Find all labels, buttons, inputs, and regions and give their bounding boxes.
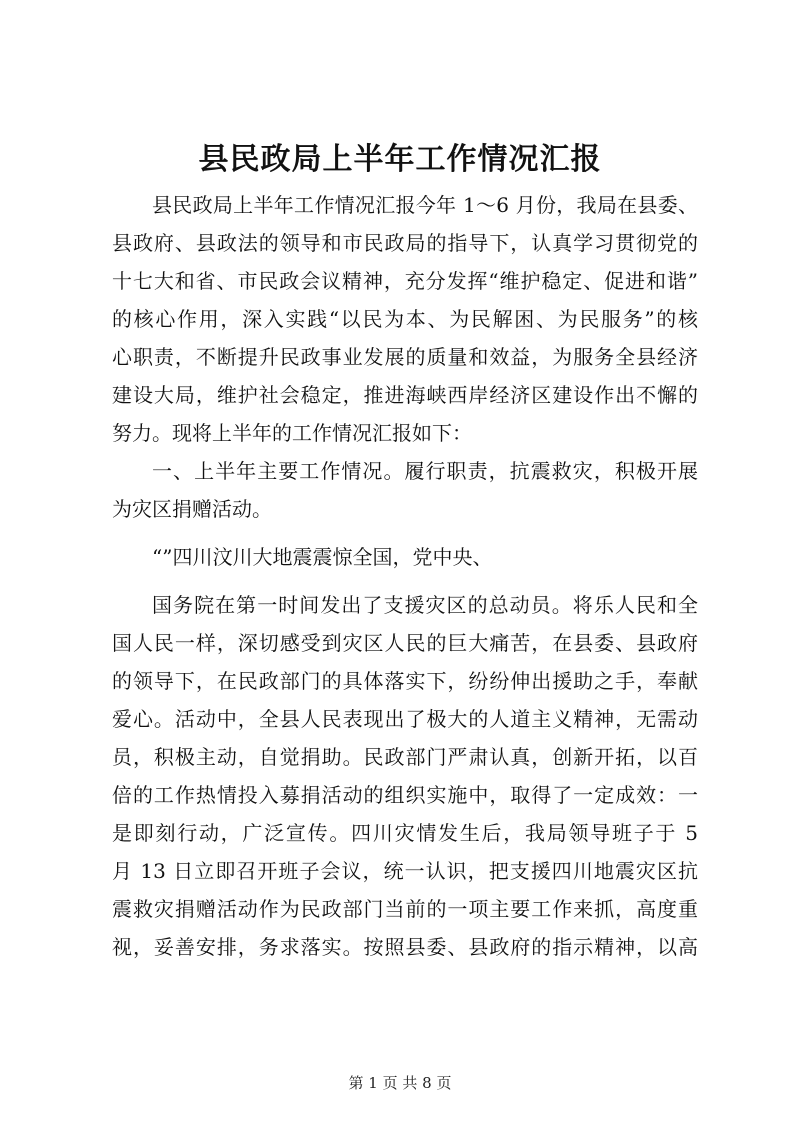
document-title: 县民政局上半年工作情况汇报 (198, 142, 602, 177)
text-line: 县政府、县政法的领导和市民政局的指导下，认真学习贯彻党的 (112, 231, 698, 255)
text-line: 倍的工作热情投入募捐活动的组织实施中，取得了一定成效：一 (112, 783, 698, 807)
text-line: 国人民一样，深切感受到灾区人民的巨大痛苦，在县委、县政府 (112, 631, 698, 655)
paragraph-4 (112, 586, 698, 966)
text-line: 月 13 日立即召开班子会议，统一认识，把支援四川地震灾区抗 (112, 859, 698, 883)
text-line: 一、上半年主要工作情况。履行职责，抗震救灾，积极开展 (152, 459, 698, 483)
text-line: 努力。现将上半年的工作情况汇报如下： (112, 421, 472, 445)
text-line: 震救灾捐赠活动作为民政部门当前的一项主要工作来抓，高度重 (112, 897, 698, 921)
text-line: 心职责，不断提升民政事业发展的质量和效益，为服务全县经济 (112, 345, 698, 369)
paragraph-2 (112, 452, 698, 528)
paragraph-3 (112, 538, 698, 576)
text-line: 十七大和省、市民政会议精神，充分发挥“维护稳定、促进和谐” (112, 269, 698, 293)
text-line: 是即刻行动，广泛宣传。四川灾情发生后，我局领导班子于 5 (112, 821, 698, 845)
text-line: 的核心作用，深入实践“以民为本、为民解困、为民服务”的核 (112, 307, 698, 331)
paragraph-gap (112, 528, 698, 538)
text-line: 爱心。活动中，全县人民表现出了极大的人道主义精神，无需动 (112, 707, 698, 731)
text-line: 县民政局上半年工作情况汇报今年 1～6 月份，我局在县委、 (152, 193, 698, 217)
text-line: 员，积极主动，自觉捐助。民政部门严肃认真，创新开拓，以百 (112, 745, 698, 769)
text-line: 国务院在第一时间发出了支援灾区的总动员。将乐人民和全 (152, 593, 698, 617)
text-line: “”四川汶川大地震震惊全国，党中央、 (152, 545, 493, 569)
text-line: 的领导下，在民政部门的具体落实下，纷纷伸出援助之手，奉献 (112, 669, 698, 693)
document-body (112, 186, 698, 966)
text-line: 为灾区捐赠活动。 (112, 497, 272, 521)
paragraph-gap (112, 576, 698, 586)
paragraph-1 (112, 186, 698, 452)
text-line: 视，妥善安排，务求落实。按照县委、县政府的指示精神，以高 (112, 935, 698, 959)
page-footer: 第 1 页 共 8 页 (348, 1074, 452, 1092)
text-line: 建设大局，维护社会稳定，推进海峡西岸经济区建设作出不懈的 (112, 383, 698, 407)
